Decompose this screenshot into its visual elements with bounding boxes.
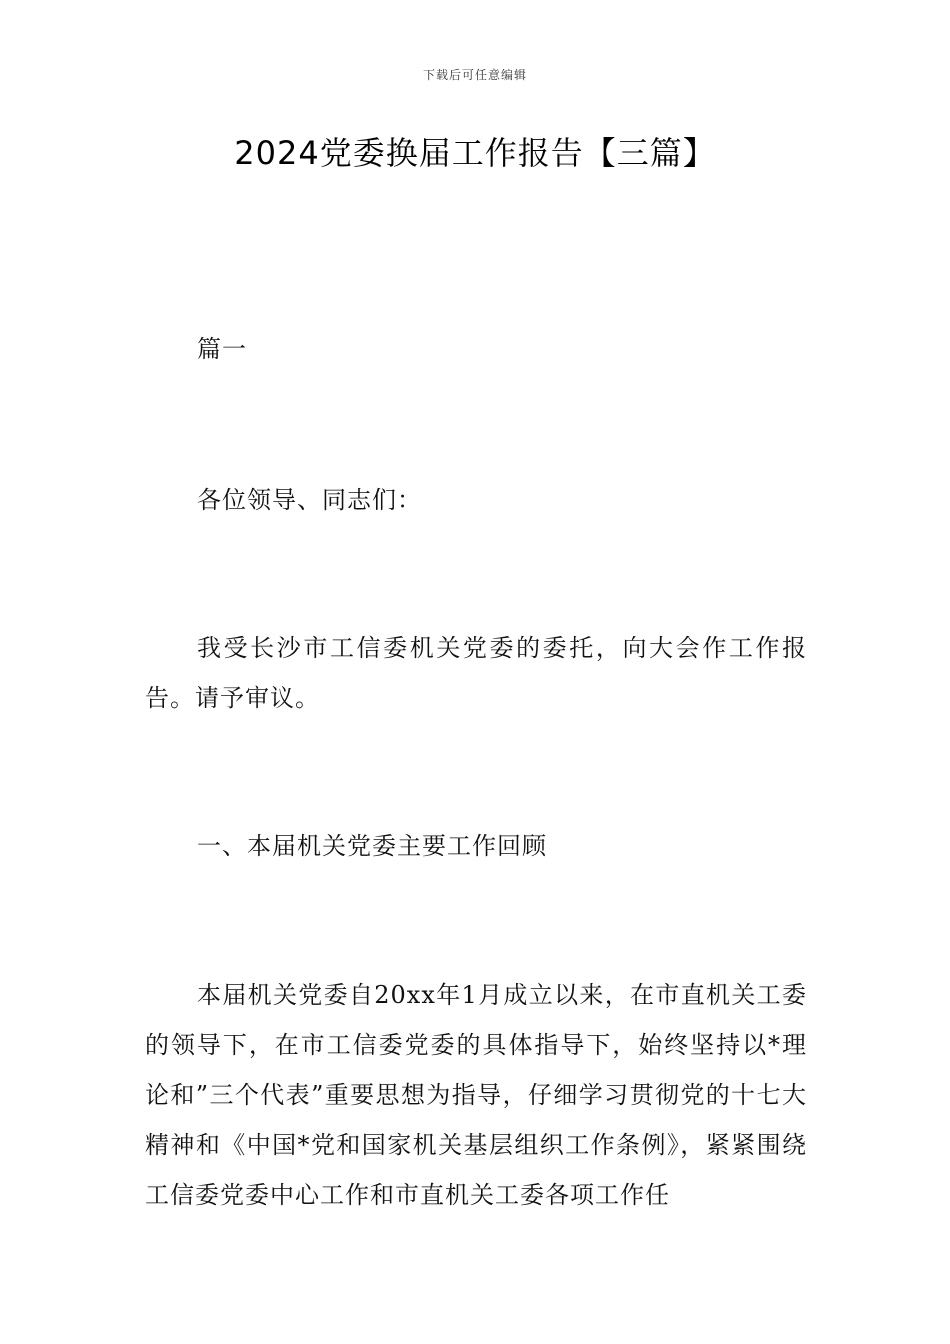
- section-heading: 一、本届机关党委主要工作回顾: [197, 832, 547, 860]
- intro-paragraph: 我受长沙市工信委机关党委的委托，向大会作工作报告。请予审议。: [145, 634, 807, 712]
- header-note: 下载后可任意编辑: [422, 68, 527, 82]
- document-title: 2024党委换届工作报告【三篇】: [234, 134, 716, 172]
- greeting-paragraph: 各位领导、同志们：: [197, 486, 422, 514]
- body-paragraph: 本届机关党委自20xx年1月成立以来，在市直机关工委的领导下，在市工信委党委的具体指导下，始终坚持以*理论和”三个代表”重要思想为指导，仔细学习贯彻党的十七大精神和《中国*党和国家机关基层组织工作条例》，紧紧围绕工信委党委中心工作和市直机关工委各项工作任: [145, 981, 807, 1209]
- section-label: 篇一: [197, 335, 247, 363]
